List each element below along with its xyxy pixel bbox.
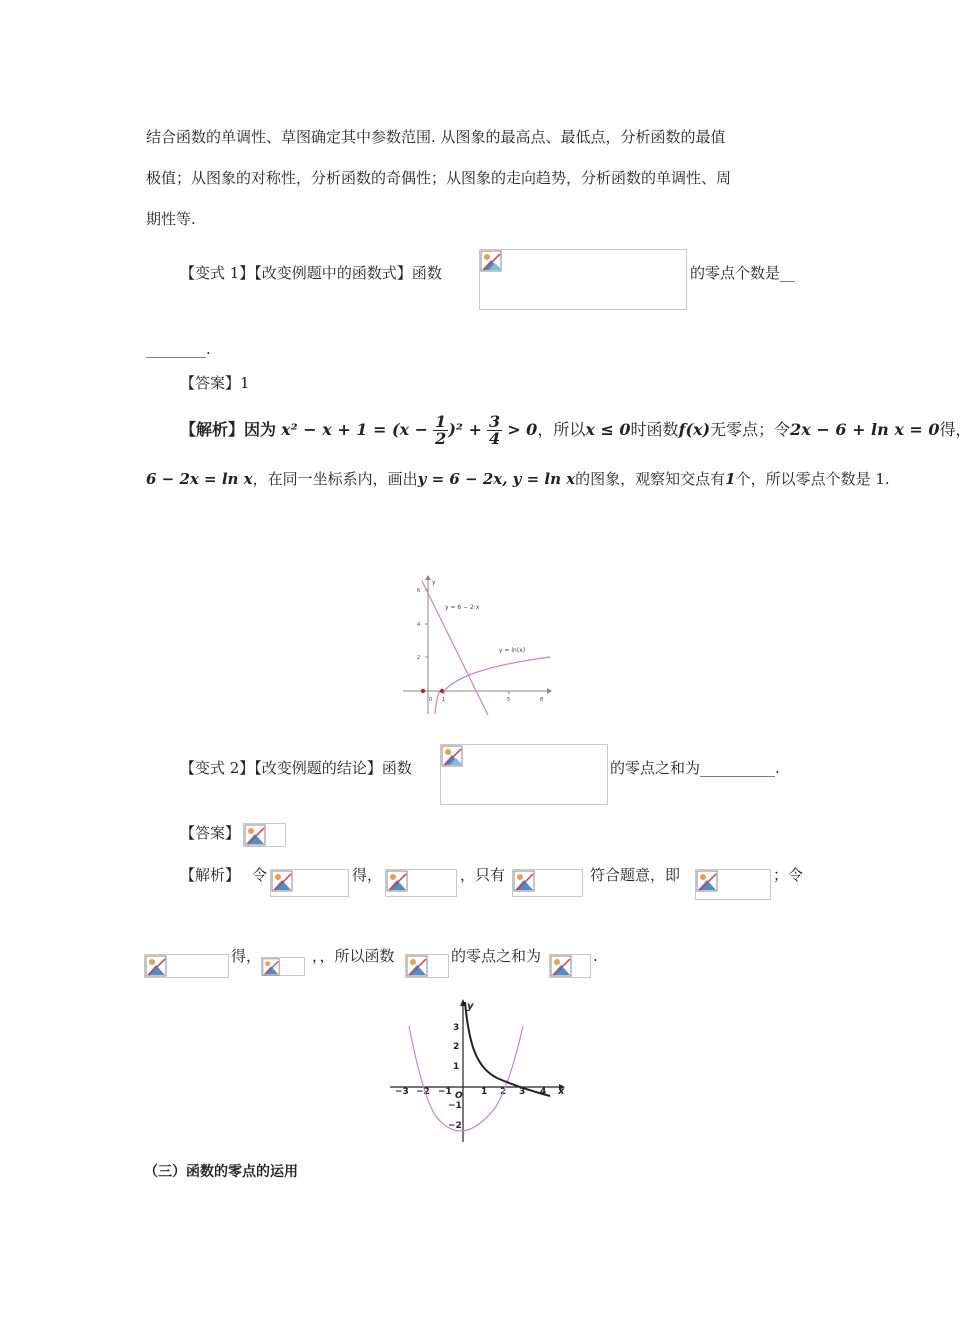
broken-image-icon (480, 250, 502, 272)
tick-x-m1: −1 (438, 1087, 452, 1097)
broken-image-icon (262, 958, 280, 976)
section3-title: （三）函数的零点的运用 (144, 1164, 298, 1180)
variant2-analysis-t4: 符合题意，即 (590, 866, 681, 884)
variant2-answer-image (243, 823, 286, 847)
tick-y-m1: −1 (448, 1101, 462, 1111)
analysis-image-3 (512, 869, 583, 897)
analysis-image-8 (549, 954, 591, 978)
broken-image-icon (513, 870, 535, 892)
point-origin (421, 689, 425, 693)
variant1-analysis-line-2: 6 − 2x = ln x，在同一坐标系内，画出y = 6 − 2x, y = ln x的图象，观察知交点有1个，所以零点个数是 1. (146, 470, 890, 488)
variant2-analysis-t1: 令 (252, 866, 268, 884)
tick-y-2: 2 (453, 1042, 460, 1052)
x-axis-label: x (558, 1086, 565, 1097)
broken-image-icon (696, 870, 718, 892)
hyperbola-curve (465, 1002, 550, 1096)
broken-image-icon (386, 870, 408, 892)
tick-x-0: 0 (429, 697, 433, 703)
broken-image-icon (406, 955, 428, 977)
analysis-image-1 (270, 869, 349, 897)
point-one (440, 689, 444, 693)
variant1-formula-image (479, 249, 687, 310)
variant1-answer: 【答案】1 (180, 374, 250, 392)
variant2-analysis-t8: 的零点之和为 (451, 947, 542, 965)
tick-x-1: 1 (481, 1087, 488, 1097)
variant1-suffix: 的零点个数是__ (690, 264, 796, 282)
variant2-suffix: 的零点之和为__________. (610, 759, 780, 777)
variant2-analysis-t9: . (593, 947, 598, 965)
fraction-half: $\frac{1}{2}$ (435, 412, 447, 448)
variant2-formula-image (440, 744, 608, 805)
broken-image-icon (441, 745, 463, 767)
label-log: y = ln(x) (499, 647, 526, 654)
y-axis-label: y (467, 1001, 474, 1012)
tick-x-1: 1 (442, 697, 446, 703)
label-line: y = 6 − 2·x (445, 604, 480, 611)
broken-image-icon (271, 870, 293, 892)
broken-image-icon (145, 955, 167, 977)
tick-x-2: 2 (500, 1087, 507, 1097)
tick-y-1: 1 (453, 1062, 460, 1072)
intro-line-2: 极值；从图象的对称性，分析函数的奇偶性；从图象的走向趋势，分析函数的单调性、周 (146, 169, 732, 187)
variant2-analysis-t2: 得， (352, 866, 383, 884)
tick-y-2: 2 (417, 655, 421, 661)
variant1-label: 【变式 1】【改变例题中的函数式】函数 (180, 264, 442, 282)
line-curve (422, 581, 488, 715)
tick-y-m2: −2 (448, 1121, 462, 1131)
analysis-image-5 (144, 954, 229, 978)
variant1-analysis-line-1: 【解析】因为 x² − x + 1 = (x − $\frac{1}{2}$ )² + $\frac{3}{4}$ > 0，所以x ≤ 0时函数f(x)无零点；令2x − 6 + ln x = 0得， (180, 412, 972, 448)
variant2-analysis-label: 【解析】 (180, 866, 241, 884)
variant1-blank: ________. (146, 340, 211, 358)
variant2-analysis-t7: ，，所以函数 (312, 947, 395, 965)
tick-y-6: 6 (417, 588, 421, 594)
analysis-image-6 (261, 957, 305, 976)
broken-image-icon (244, 824, 266, 846)
fraction-three-quarters: $\frac{3}{4}$ (488, 412, 501, 448)
variant2-analysis-t6: 得， (231, 947, 262, 965)
tick-x-4: 4 (540, 1087, 547, 1097)
log-curve (435, 657, 550, 714)
variant2-analysis-t5: ；令 (773, 866, 804, 884)
graph-parabola-and-hyperbola (385, 996, 575, 1144)
tick-x-m3: −3 (395, 1087, 409, 1097)
tick-x-5: 5 (507, 697, 511, 703)
intro-line-3: 期性等. (146, 210, 196, 228)
origin-label: O (455, 1091, 463, 1101)
tick-x-8: 8 (540, 697, 544, 703)
graph-line-and-log (395, 572, 555, 720)
analysis-image-7 (405, 954, 449, 978)
tick-x-3: 3 (519, 1087, 526, 1097)
variant2-label: 【变式 2】【改变例题的结论】函数 (180, 759, 412, 777)
broken-image-icon (550, 955, 572, 977)
variant2-analysis-t3: ，只有 (460, 866, 506, 884)
tick-x-m2: −2 (416, 1087, 430, 1097)
parabola-curve (409, 1026, 526, 1131)
analysis-image-2 (385, 869, 457, 897)
tick-y-4: 4 (417, 622, 421, 628)
analysis-image-4 (695, 869, 771, 900)
y-axis-label: y (432, 579, 436, 586)
intro-line-1: 结合函数的单调性、草图确定其中参数范围. 从图象的最高点、最低点，分析函数的最值 (146, 128, 726, 146)
variant2-answer: 【答案】 (180, 824, 241, 842)
tick-y-3: 3 (453, 1023, 460, 1033)
